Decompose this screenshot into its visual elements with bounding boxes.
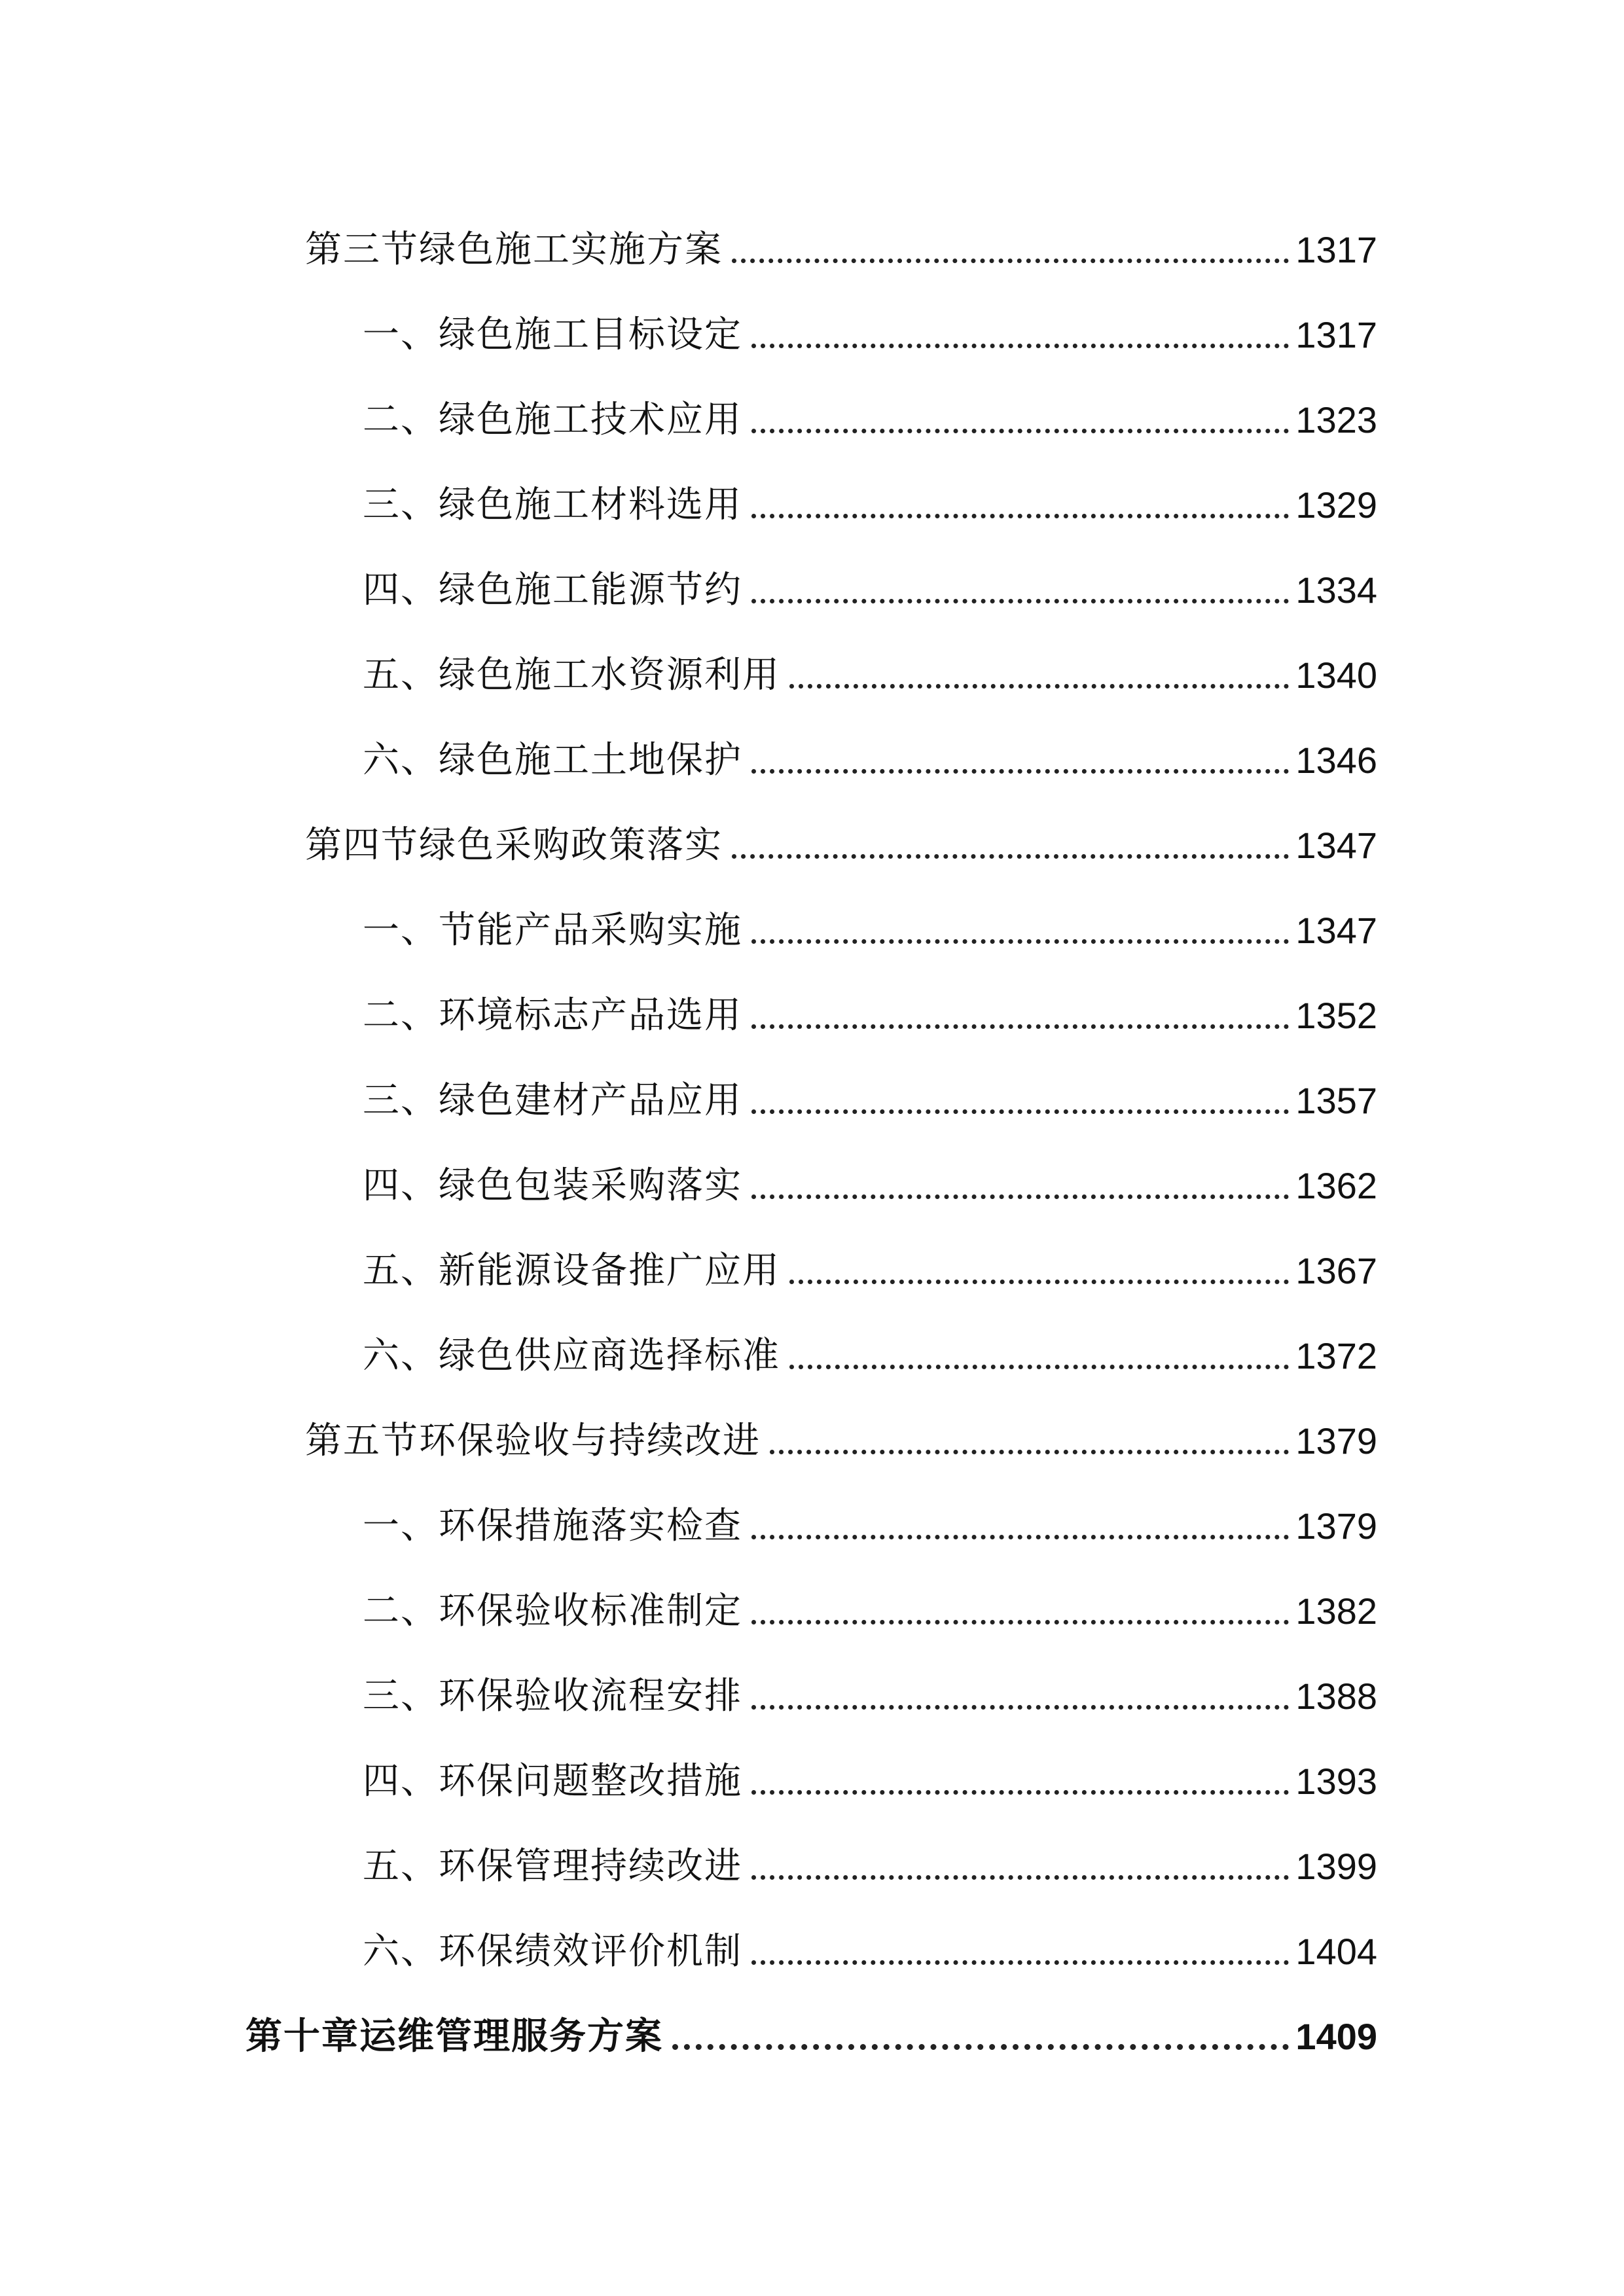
toc-entry-title: 四、环保问题整改措施 <box>363 1760 742 1803</box>
toc-page-number: 1404 <box>1295 1931 1377 1972</box>
toc-entry-subsection[interactable] <box>363 890 1377 952</box>
toc-dot-leader <box>751 344 1289 348</box>
toc-entry-subsection[interactable] <box>363 380 1377 439</box>
toc-dot-leader <box>751 939 1289 944</box>
toc-entry-title: 六、绿色供应商选择标准 <box>363 1335 780 1377</box>
toc-dot-leader <box>789 684 1289 689</box>
toc-entry-subsection[interactable] <box>363 1230 1377 1292</box>
toc-entry-subsection[interactable] <box>363 975 1377 1037</box>
toc-entry-title: 三、绿色施工材料选用 <box>363 484 742 526</box>
toc-dot-leader <box>751 514 1289 518</box>
toc-entry-subsection[interactable] <box>363 1060 1377 1122</box>
toc-dot-leader <box>751 1024 1289 1029</box>
toc-page-number: 1317 <box>1295 314 1377 355</box>
toc-page-number: 1323 <box>1295 399 1377 440</box>
toc-entry-title: 三、绿色建材产品应用 <box>363 1079 742 1122</box>
toc-entry-title: 第三节绿色施工实施方案 <box>305 228 723 271</box>
toc-entry-subsection[interactable] <box>363 550 1377 609</box>
toc-entry-title: 五、新能源设备推广应用 <box>363 1249 780 1292</box>
toc-page-number: 1346 <box>1295 740 1377 781</box>
toc-entry-title: 三、环保验收流程安排 <box>363 1675 742 1717</box>
toc-page-number: 1379 <box>1295 1420 1377 1462</box>
toc-entry-subsection[interactable] <box>363 465 1377 524</box>
toc-dot-leader <box>751 1790 1289 1795</box>
toc-entry-subsection[interactable] <box>363 1656 1377 1715</box>
toc-entry-title: 第四节绿色采购政策落实 <box>305 824 723 867</box>
toc-page-number: 1399 <box>1295 1846 1377 1887</box>
toc-entry-subsection[interactable] <box>363 1826 1377 1888</box>
toc-page-number: 1329 <box>1295 484 1377 526</box>
toc-page-number: 1382 <box>1295 1590 1377 1632</box>
toc-entry-title: 一、绿色施工目标设定 <box>363 314 742 356</box>
toc-page-number: 1340 <box>1295 655 1377 696</box>
toc-dot-leader <box>751 1194 1289 1199</box>
toc-entry-title: 五、环保管理持续改进 <box>363 1845 742 1888</box>
toc-entry-title: 二、绿色施工技术应用 <box>363 399 742 441</box>
toc-page-number: 1317 <box>1295 229 1377 270</box>
toc-entry-subsection[interactable] <box>363 1911 1377 1973</box>
toc-dot-leader <box>789 1280 1289 1284</box>
toc-page-number: 1357 <box>1295 1080 1377 1121</box>
toc-page-number: 1367 <box>1295 1250 1377 1291</box>
toc-entry-title: 一、环保措施落实检查 <box>363 1505 742 1547</box>
toc-entry-subsection[interactable] <box>363 1316 1377 1377</box>
toc-entry-subsection[interactable] <box>363 1741 1377 1803</box>
toc-entry-section[interactable] <box>305 805 1377 867</box>
toc-page-number: 1393 <box>1295 1761 1377 1802</box>
toc-entry-subsection[interactable] <box>363 1571 1377 1630</box>
toc-page-number: 1372 <box>1295 1335 1377 1376</box>
toc-entry-title: 五、绿色施工水资源利用 <box>363 654 780 696</box>
toc-entry-subsection[interactable] <box>363 635 1377 694</box>
toc-dot-leader <box>732 259 1289 263</box>
toc-page-number: 1409 <box>1295 2016 1377 2057</box>
toc-entry-title: 四、绿色包装采购落实 <box>363 1164 742 1207</box>
toc-page-number: 1362 <box>1295 1165 1377 1206</box>
toc-entry-title: 四、绿色施工能源节约 <box>363 569 742 611</box>
toc-dot-leader <box>751 1960 1289 1965</box>
toc-entry-subsection[interactable] <box>363 720 1377 779</box>
toc-entry-title: 二、环保验收标准制定 <box>363 1590 742 1632</box>
toc-dot-leader <box>732 854 1289 859</box>
toc-dot-leader <box>751 769 1289 774</box>
toc-page-number: 1352 <box>1295 995 1377 1036</box>
toc-entry-title: 第五节环保验收与持续改进 <box>305 1420 761 1462</box>
toc-dot-leader <box>751 1620 1289 1624</box>
toc-entry-chapter[interactable] <box>245 1996 1377 2058</box>
toc-entry-title: 二、环境标志产品选用 <box>363 994 742 1037</box>
toc-dot-leader <box>751 1535 1289 1539</box>
toc-page-number: 1388 <box>1295 1676 1377 1717</box>
toc-dot-leader <box>751 1109 1289 1114</box>
toc-page-number: 1347 <box>1295 910 1377 951</box>
toc-dot-leader <box>672 2044 1289 2050</box>
toc-entry-title: 一、节能产品采购实施 <box>363 909 742 952</box>
toc-dot-leader <box>751 599 1289 603</box>
toc-page-number: 1334 <box>1295 569 1377 611</box>
toc-entry-subsection[interactable] <box>363 295 1377 356</box>
toc-dot-leader <box>751 1705 1289 1710</box>
toc-entry-section[interactable] <box>305 1401 1377 1460</box>
toc-entry-subsection[interactable] <box>363 1145 1377 1207</box>
toc-entry-subsection[interactable] <box>363 1486 1377 1545</box>
toc-entry-title: 六、环保绩效评价机制 <box>363 1930 742 1973</box>
toc-dot-leader <box>770 1450 1289 1454</box>
toc-entry-title: 六、绿色施工土地保护 <box>363 739 742 781</box>
toc-entry-title: 第十章运维管理服务方案 <box>245 2015 663 2058</box>
toc-entry-section[interactable] <box>305 209 1377 271</box>
toc-dot-leader <box>751 1875 1289 1880</box>
toc-dot-leader <box>789 1365 1289 1369</box>
toc-page-number: 1347 <box>1295 825 1377 866</box>
toc-page-number: 1379 <box>1295 1505 1377 1547</box>
toc-dot-leader <box>751 429 1289 433</box>
